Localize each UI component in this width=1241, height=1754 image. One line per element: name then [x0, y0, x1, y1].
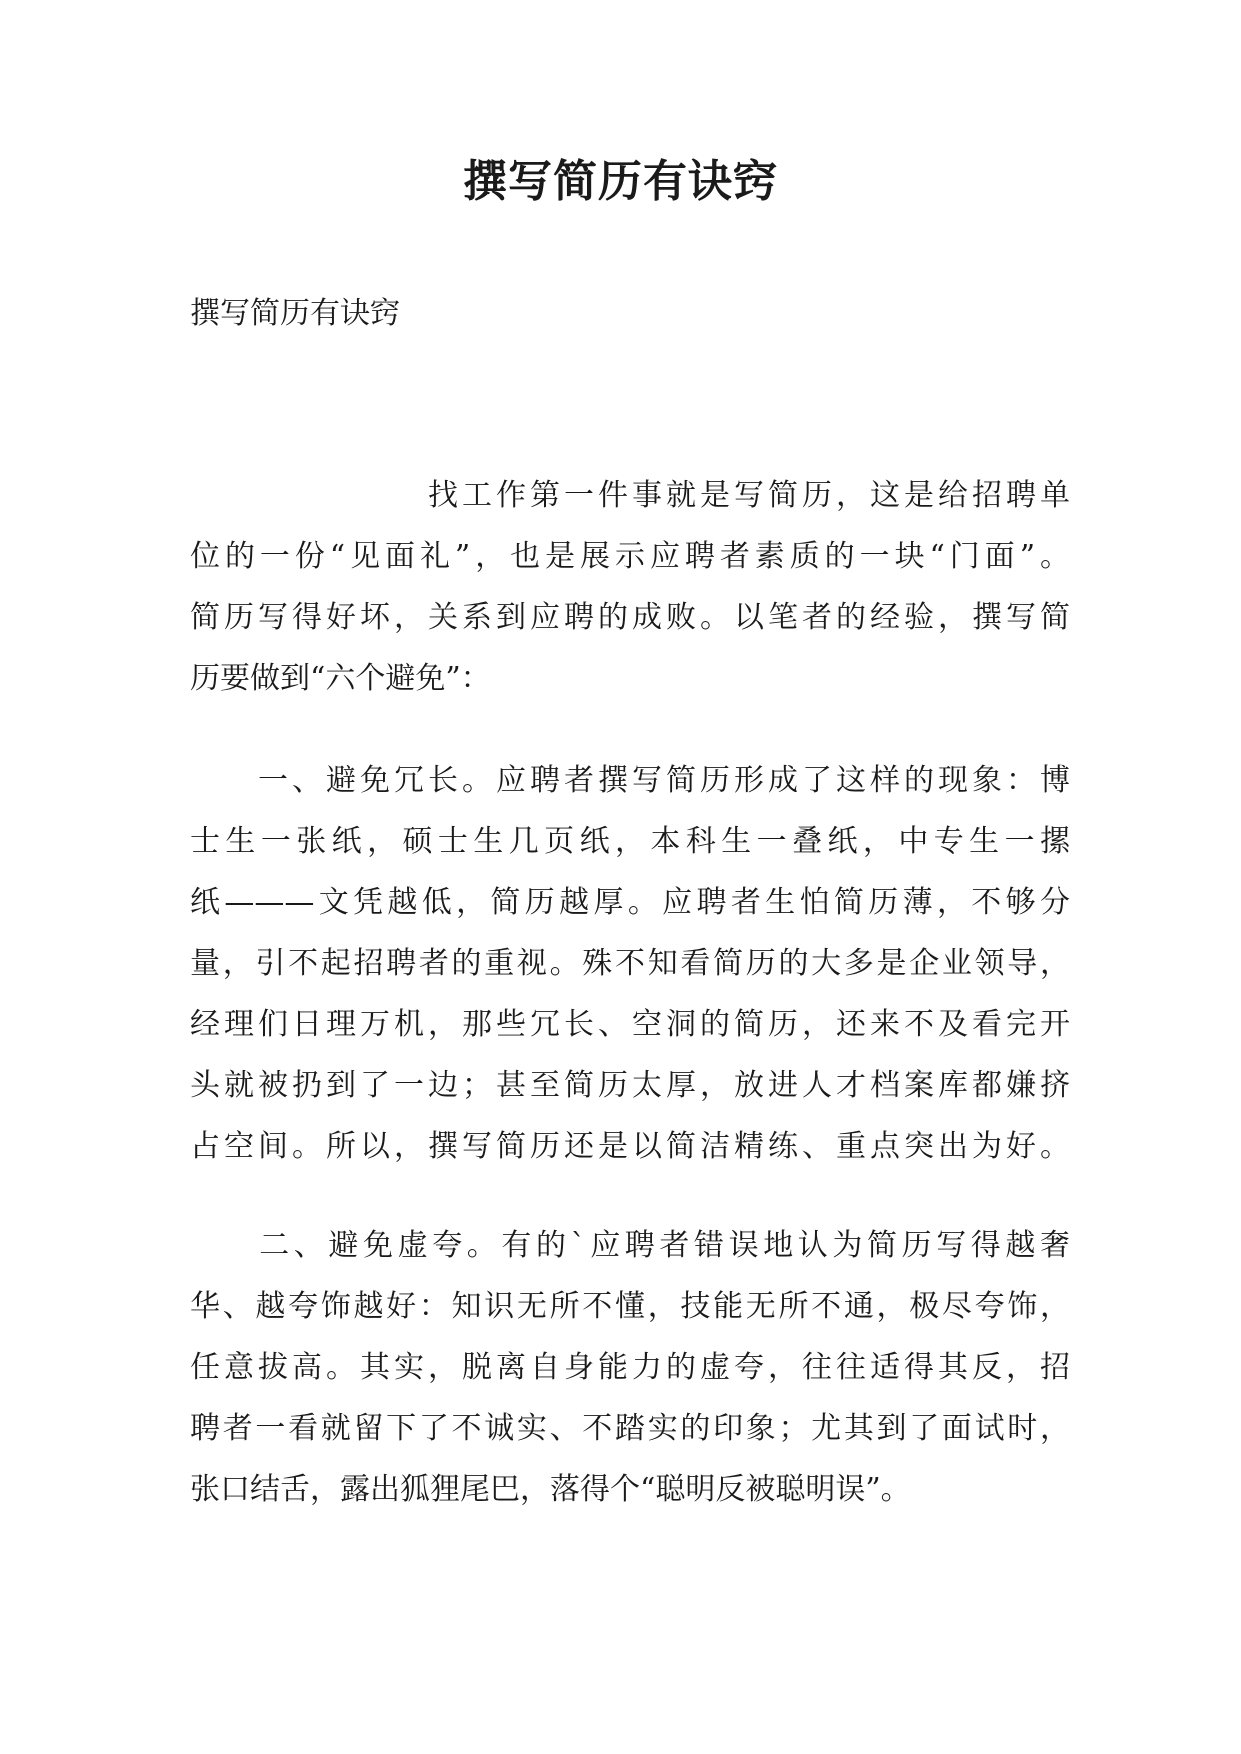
paragraph-line: 士生一张纸，硕士生几页纸，本科生一叠纸，中专生一摞	[190, 824, 1070, 859]
document-subtitle: 撰写简历有诀窍	[190, 296, 400, 331]
paragraph-avoid-exaggeration	[190, 1215, 1070, 1520]
paragraph-line: 张口结舌，露出狐狸尾巴，落得个“聪明反被聪明误”。	[190, 1472, 911, 1507]
paragraph-line: 占空间。所以，撰写简历还是以简洁精练、重点突出为好。	[190, 1129, 1070, 1164]
paragraph-line: 头就被扔到了一边；甚至简历太厚，放进人才档案库都嫌挤	[190, 1068, 1070, 1103]
paragraph-line: 历要做到“六个避免”：	[190, 661, 491, 696]
paragraph-line: 简历写得好坏，关系到应聘的成败。以笔者的经验，撰写简	[190, 600, 1070, 635]
paragraph-avoid-lengthy	[190, 750, 1070, 1177]
paragraph-line: 聘者一看就留下了不诚实、不踏实的印象；尤其到了面试时，	[190, 1411, 1070, 1446]
paragraph-line: 经理们日理万机，那些冗长、空洞的简历，还来不及看完开	[190, 1007, 1070, 1042]
paragraph-line: 找工作第一件事就是写简历，这是给招聘单	[190, 478, 1070, 513]
paragraph-line: 二、避免虚夸。有的`应聘者错误地认为简历写得越奢	[190, 1228, 1070, 1263]
paragraph-line: 量，引不起招聘者的重视。殊不知看简历的大多是企业领导，	[190, 946, 1070, 981]
paragraph-intro	[190, 465, 1070, 709]
paragraph-line: 位的一份“见面礼”，也是展示应聘者素质的一块“门面”。	[190, 539, 1070, 574]
paragraph-line: 纸———文凭越低，简历越厚。应聘者生怕简历薄，不够分	[190, 885, 1070, 920]
paragraph-line: 任意拔高。其实，脱离自身能力的虚夸，往往适得其反，招	[190, 1350, 1070, 1385]
paragraph-line: 华、越夸饰越好：知识无所不懂，技能无所不通，极尽夸饰，	[190, 1289, 1070, 1324]
paragraph-line: 一、避免冗长。应聘者撰写简历形成了这样的现象：博	[190, 763, 1070, 798]
document-title: 撰写简历有诀窍	[463, 156, 778, 207]
